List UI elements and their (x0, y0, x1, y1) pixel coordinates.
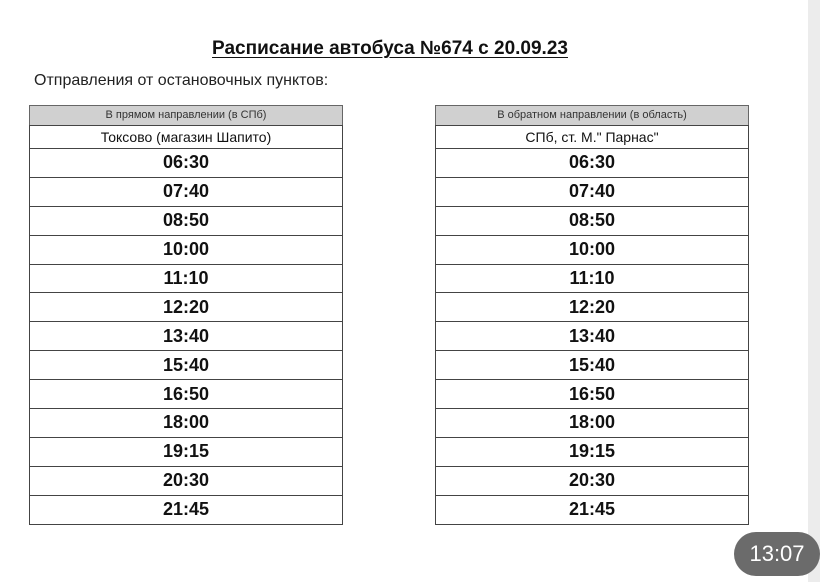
table-row (436, 293, 749, 322)
departure-time: 18:00 (436, 409, 749, 438)
backward-stop-name: СПб, ст. М." Парнас" (436, 126, 749, 149)
departure-time: 13:40 (436, 322, 749, 351)
departure-time: 11:10 (30, 264, 343, 293)
table-row (436, 206, 749, 235)
departure-time: 06:30 (30, 149, 343, 178)
table-row (436, 149, 749, 178)
table-row (436, 351, 749, 380)
table-row (30, 495, 343, 524)
table-row (30, 322, 343, 351)
departure-time: 10:00 (436, 235, 749, 264)
departure-time: 07:40 (436, 177, 749, 206)
departure-time: 15:40 (30, 351, 343, 380)
departure-time: 21:45 (436, 495, 749, 524)
table-row (436, 466, 749, 495)
backward-schedule (435, 105, 749, 525)
departure-time: 11:10 (436, 264, 749, 293)
departure-time: 07:40 (30, 177, 343, 206)
departure-time: 18:00 (30, 409, 343, 438)
table-row (30, 177, 343, 206)
departure-time: 19:15 (30, 437, 343, 466)
departure-time: 15:40 (436, 351, 749, 380)
table-row (30, 437, 343, 466)
departure-time: 12:20 (436, 293, 749, 322)
stop-row (436, 126, 749, 149)
table-row (30, 293, 343, 322)
departure-time: 06:30 (436, 149, 749, 178)
departure-time: 21:45 (30, 495, 343, 524)
backward-direction-header: В обратном направлении (в область) (435, 105, 749, 125)
table-row (436, 264, 749, 293)
video-timestamp-badge: 13:07 (734, 532, 820, 576)
forward-stop-name: Токсово (магазин Шапито) (30, 126, 343, 149)
table-row (436, 495, 749, 524)
table-row (436, 177, 749, 206)
departure-time: 13:40 (30, 322, 343, 351)
table-row (30, 351, 343, 380)
stop-row (30, 126, 343, 149)
table-row (436, 409, 749, 438)
table-row (436, 235, 749, 264)
table-row (436, 437, 749, 466)
departure-time: 16:50 (436, 380, 749, 409)
backward-table (435, 125, 749, 525)
table-row (436, 322, 749, 351)
departure-time: 08:50 (436, 206, 749, 235)
departure-time: 19:15 (436, 437, 749, 466)
table-row (30, 206, 343, 235)
departure-time: 20:30 (30, 466, 343, 495)
table-row (30, 466, 343, 495)
table-row (30, 264, 343, 293)
forward-schedule (29, 105, 343, 525)
forward-direction-header: В прямом направлении (в СПб) (29, 105, 343, 125)
forward-table (29, 125, 343, 525)
table-row (436, 380, 749, 409)
page-subtitle: Отправления от остановочных пунктов: (34, 72, 329, 89)
table-row (30, 235, 343, 264)
table-row (30, 149, 343, 178)
departure-time: 08:50 (30, 206, 343, 235)
table-row (30, 380, 343, 409)
departure-time: 16:50 (30, 380, 343, 409)
table-row (30, 409, 343, 438)
departure-time: 10:00 (30, 235, 343, 264)
departure-time: 20:30 (436, 466, 749, 495)
page-title: Расписание автобуса №674 с 20.09.23 (212, 38, 568, 59)
departure-time: 12:20 (30, 293, 343, 322)
